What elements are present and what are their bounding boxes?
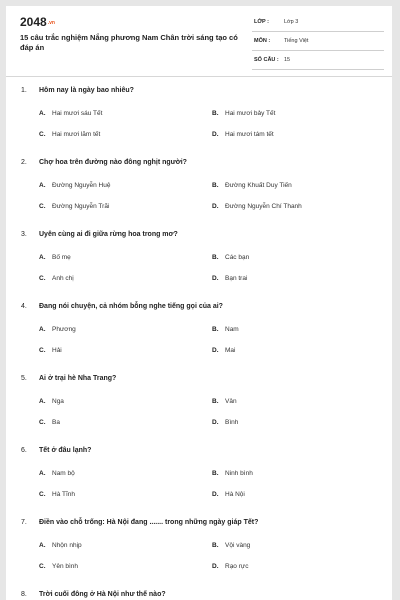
option-a[interactable]: A. Nhộn nhịp bbox=[39, 542, 82, 549]
meta-value: 15 bbox=[284, 57, 291, 63]
option-c[interactable]: C. Hải bbox=[39, 347, 62, 354]
question-3 bbox=[6, 224, 392, 296]
option-b[interactable]: B. Ninh bình bbox=[212, 470, 253, 477]
document-header bbox=[6, 6, 392, 70]
option-b[interactable]: B. Vội vàng bbox=[212, 542, 251, 549]
option-d[interactable]: D. Rạo rực bbox=[212, 563, 249, 570]
option-b[interactable]: B. Đường Khuất Duy Tiến bbox=[212, 182, 292, 189]
option-a[interactable]: A. Phương bbox=[39, 326, 76, 333]
question-stem: 4. Đang nói chuyện, cả nhóm bỗng nghe tiếng gọi của ai? bbox=[21, 303, 223, 310]
question-stem: 8. Trời cuối đông ở Hà Nội như thế nào? bbox=[21, 591, 166, 598]
option-a[interactable]: A. Nga bbox=[39, 398, 64, 405]
question-stem: 2. Chợ hoa trên đường nào đông nghịt người? bbox=[21, 159, 187, 166]
meta-label: LỚP : bbox=[254, 19, 269, 25]
option-c[interactable]: C. Hà Tĩnh bbox=[39, 491, 76, 498]
option-c[interactable]: C. Yên bình bbox=[39, 563, 79, 570]
document-page bbox=[6, 6, 392, 600]
question-stem: 5. Ai ở trại hè Nha Trang? bbox=[21, 375, 117, 382]
option-d[interactable]: D. Bạn trai bbox=[212, 275, 248, 282]
option-d[interactable]: D. Đường Nguyễn Chí Thanh bbox=[212, 203, 302, 210]
meta-label: SỐ CÂU : bbox=[254, 57, 279, 63]
option-c[interactable]: C. Hai mươi lăm tết bbox=[39, 131, 101, 138]
option-c[interactable]: C. Ba bbox=[39, 419, 60, 426]
header-divider bbox=[6, 76, 392, 77]
meta-row-count bbox=[252, 54, 384, 70]
question-4 bbox=[6, 296, 392, 368]
meta-label: MÔN : bbox=[254, 38, 271, 44]
site-logo[interactable]: 2048.vn bbox=[20, 15, 55, 29]
option-d[interactable]: D. Hà Nội bbox=[212, 491, 245, 498]
option-b[interactable]: B. Nam bbox=[212, 326, 239, 333]
meta-value: Tiếng Việt bbox=[284, 38, 309, 44]
question-stem: 7. Điền vào chỗ trống: Hà Nội đang ....... trong những ngày giáp Tết? bbox=[21, 519, 259, 526]
option-b[interactable]: B. Hai mươi bảy Tết bbox=[212, 110, 276, 117]
question-stem: 6. Tết ở đâu lạnh? bbox=[21, 447, 92, 454]
question-stem: 1. Hôm nay là ngày bao nhiêu? bbox=[21, 87, 134, 94]
question-6 bbox=[6, 440, 392, 512]
option-d[interactable]: D. Mai bbox=[212, 347, 236, 354]
option-a[interactable]: A. Nam bộ bbox=[39, 470, 75, 477]
question-1 bbox=[6, 80, 392, 152]
question-list bbox=[6, 80, 392, 600]
question-2 bbox=[6, 152, 392, 224]
question-8 bbox=[6, 584, 392, 600]
question-stem: 3. Uyên cùng ai đi giữa rừng hoa trong mơ? bbox=[21, 231, 178, 238]
option-b[interactable]: B. Các bạn bbox=[212, 254, 250, 261]
option-d[interactable]: D. Hai mươi tám tết bbox=[212, 131, 274, 138]
question-5 bbox=[6, 368, 392, 440]
option-a[interactable]: A. Hai mươi sáu Tết bbox=[39, 110, 103, 117]
meta-row-subject bbox=[252, 35, 384, 51]
option-a[interactable]: A. Bố mẹ bbox=[39, 254, 71, 261]
option-d[interactable]: D. Bình bbox=[212, 419, 239, 426]
meta-table bbox=[252, 16, 384, 73]
meta-value: Lớp 3 bbox=[284, 19, 299, 25]
option-c[interactable]: C. Anh chị bbox=[39, 275, 74, 282]
question-7 bbox=[6, 512, 392, 584]
option-b[interactable]: B. Vân bbox=[212, 398, 237, 405]
option-c[interactable]: C. Đường Nguyễn Trãi bbox=[39, 203, 110, 210]
document-title: 15 câu trắc nghiệm Nắng phương Nam Chân trời sáng tạo có đáp án bbox=[20, 33, 238, 52]
meta-row-class bbox=[252, 16, 384, 32]
option-a[interactable]: A. Đường Nguyễn Huệ bbox=[39, 182, 111, 189]
